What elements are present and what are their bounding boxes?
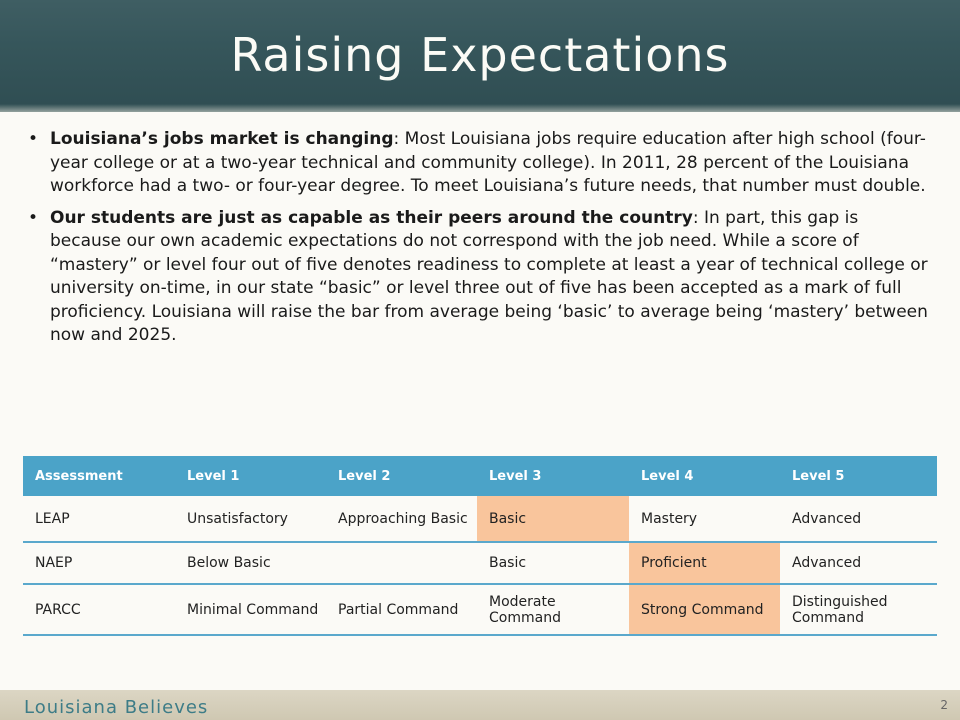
table-cell [326,542,477,584]
header-cell: Level 3 [477,456,629,496]
table-row [23,542,937,584]
header-cell: Level 2 [326,456,477,496]
table-cell: PARCC [23,584,175,635]
table-cell: LEAP [23,496,175,542]
table-cell: Moderate Command [477,584,629,635]
bullet-item [24,128,928,199]
bullet-item [24,207,928,348]
table-cell: Mastery [629,496,780,542]
table-cell: Advanced [780,496,937,542]
table-cell: Minimal Command [175,584,326,635]
header-cell: Assessment [23,456,175,496]
table-cell: Partial Command [326,584,477,635]
bullet-dot-icon: • [28,207,39,228]
header-cell: Level 5 [780,456,937,496]
table-cell: Advanced [780,542,937,584]
table-row [23,496,937,542]
bullet-text: : Most Louisiana jobs require education after high school (four-year college or at a two-year technical and community college). In 2011, 28 percent of the Louisiana workforce had a two- or four-year degree. To meet Louisiana’s future needs, that number must double. [50,129,926,196]
table-header-row [23,456,937,496]
bullet-list [24,128,928,356]
table-cell-highlighted: Proficient [629,542,780,584]
table-cell: Below Basic [175,542,326,584]
table-cell: Unsatisfactory [175,496,326,542]
header-cell: Level 1 [175,456,326,496]
assessment-levels-table [23,456,937,636]
table-cell-highlighted: Strong Command [629,584,780,635]
table-cell: NAEP [23,542,175,584]
bullet-dot-icon: • [28,129,39,149]
table-cell-highlighted: Basic [477,496,629,542]
page-number: 2 [940,698,948,712]
table-row [23,584,937,635]
table-cell: Approaching Basic [326,496,477,542]
table-cell: Distinguished Command [780,584,937,635]
bullet-heading: Louisiana’s jobs market is changing [50,129,394,149]
table-cell: Basic [477,542,629,584]
footer-brand: Louisiana Believes [24,697,209,718]
bullet-heading: Our students are just as capable as their peers around the country [50,207,693,228]
slide-title: Raising Expectations [230,28,730,82]
bullet-text: : In part, this gap is because our own academic expectations do not correspond with the job need. While a score of “mastery” or level four out of five denotes readiness to complete at least a year of technical college or university on-time, in our state “basic” or level three out of five has been accepted as a mark of full proficiency. Louisiana will raise the bar from average being ‘basic’ to average being ‘mastery’ between now and 2025. [50,207,928,345]
header-cell: Level 4 [629,456,780,496]
